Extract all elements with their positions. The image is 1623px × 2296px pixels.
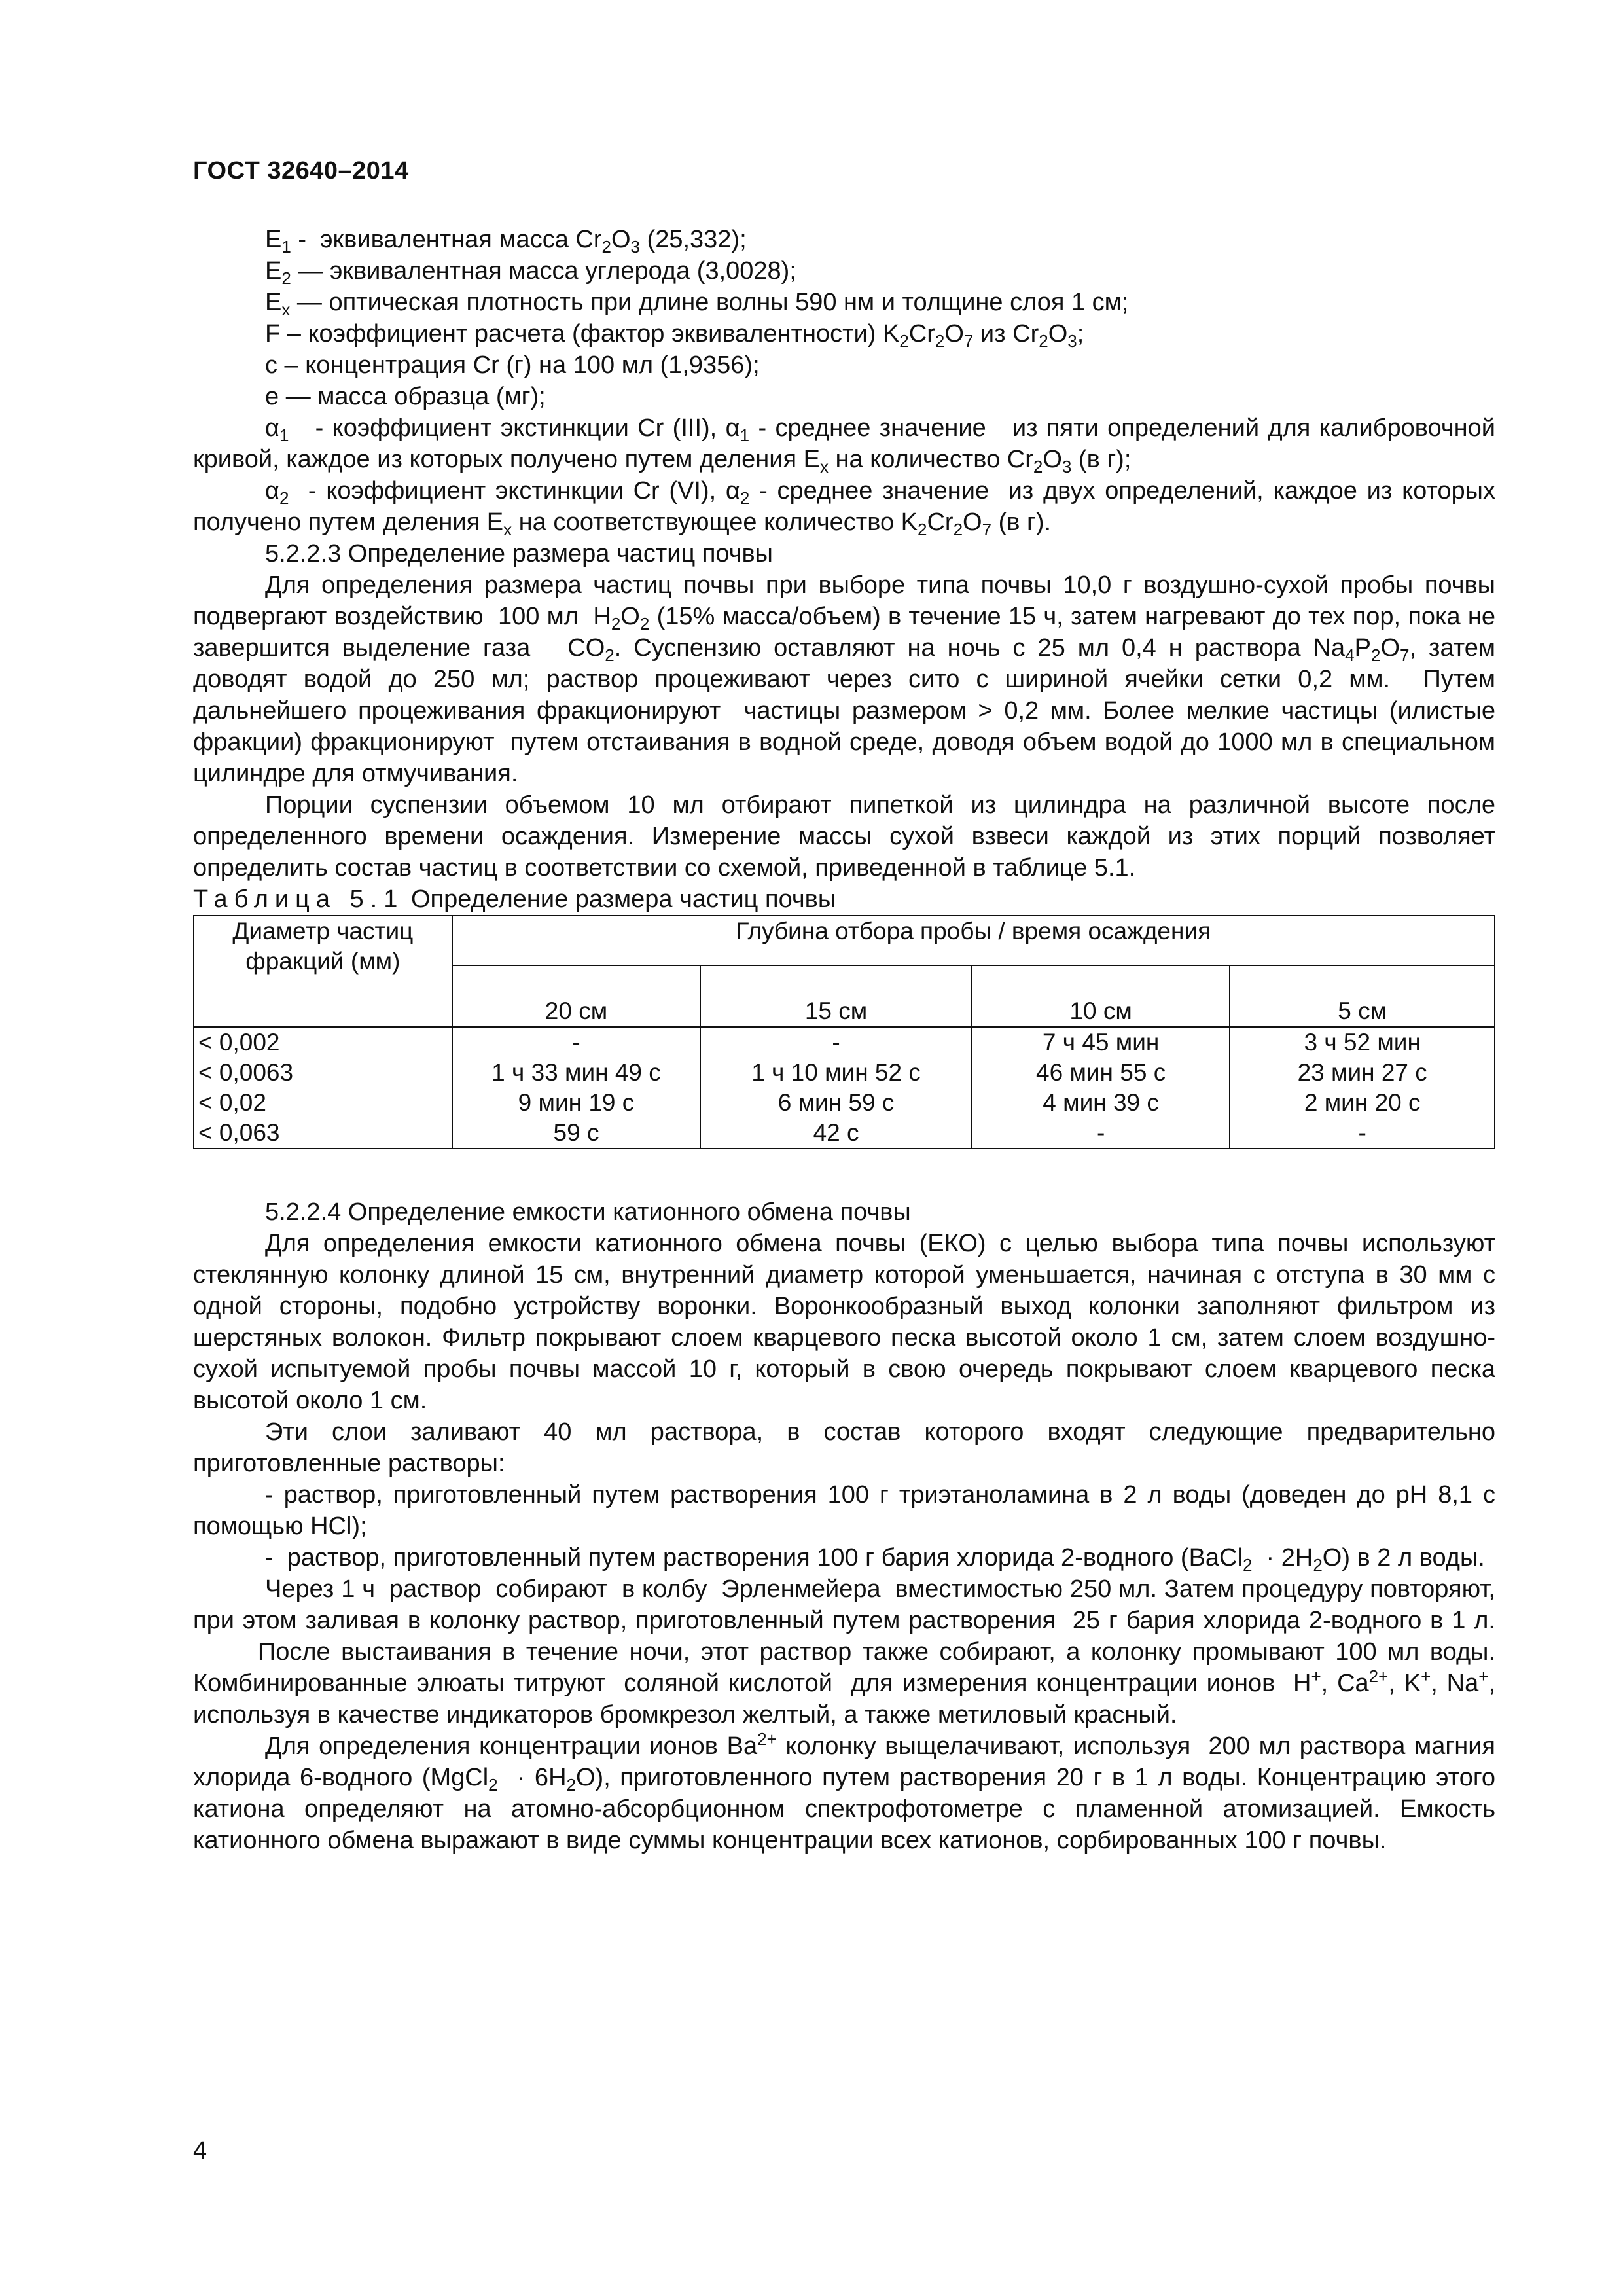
table-cell: < 0,063 (194, 1118, 452, 1149)
table-cell: 9 мин 19 с (452, 1088, 701, 1118)
section-5224-paragraph-6: Для определения концентрации ионов $Ba^{2+}$ колонку выщелачивают, используя 200 мл раствора магния хлорида 6-водного (MgCl$_2$ · $6H_2O$), приготовленного путем растворения 20 г в 1 л воды. Концентрацию этого катиона определяют на атомно-абсорбционном спектрофотометре с пламенной атомизацией. Емкость катионного обмена выражают в виде суммы концентрации всех катионов, сорбированных 100 г почвы. (193, 1729, 1495, 1854)
definition-f: F – коэффициент расчета (фактор эквивалентности) $K_2Cr_2O_7$ из $Cr_2O_3$; (265, 320, 1084, 351)
table-cell: 46 мин 55 с (972, 1058, 1230, 1088)
page-number: 4 (193, 2137, 207, 2164)
section-5224-paragraph-1: Для определения емкости катионного обмена почвы (ЕКО) с целью выбора типа почвы используют стеклянную колонку длиной 15 см, внутренний диаметр которой уменьшается, начиная с отступа в 30 мм с одной стороны, подобно устройству воронки. Воронкообразный выход колонки заполняют фильтром из шерстяных волокон. Фильтр покрывают слоем кварцевого песка высотой около 1 см, затем слоем воздушно-сухой испытуемой пробы почвы массой 10 г, который в свою очередь покрывают слоем кварцевого песка высотой около 1 см. (193, 1230, 1495, 1414)
table-5-1-label: Таблица 5.1 (193, 886, 404, 913)
table-cell: 7 ч 45 мин (972, 1027, 1230, 1058)
definition-ex: $E_x$ — оптическая плотность при длине волны 590 нм и толщине слоя 1 см; (265, 289, 1129, 319)
column-header-depth: 10 см (972, 965, 1230, 1027)
table-cell: 3 ч 52 мин (1230, 1027, 1495, 1058)
table-cell: - (1230, 1118, 1495, 1149)
table-5-1-title: Определение размера частиц почвы (410, 886, 836, 913)
section-5224-paragraph-4: - раствор, приготовленный путем растворения 100 г бария хлорида 2-водного (BaCl$_2$ · $2H_2O$) в 2 л воды. (265, 1544, 1485, 1575)
table-cell: 59 с (452, 1118, 701, 1149)
table-cell: 23 мин 27 с (1230, 1058, 1495, 1088)
table-cell: 1 ч 10 мин 52 с (700, 1058, 972, 1088)
table-5-1 (193, 915, 1495, 1149)
section-5223-paragraph-2: Порции суспензии объемом 10 мл отбирают пипеткой из цилиндра на различной высоте после определенного времени осаждения. Измерение массы сухой взвеси каждой из этих порций позволяет определить состав частиц в соответствии со схемой, приведенной в таблице 5.1. (193, 791, 1495, 882)
section-5223-paragraph-1: Для определения размера частиц почвы при выборе типа почвы 10,0 г воздушно-сухой пробы почвы подвергают воздействию 100 мл $H_2O_2$ (15% масса/объем) в течение 15 ч, затем нагревают до тех пор, пока не завершится выделение газа $CO_2$. Суспензию оставляют на ночь с 25 мл 0,4 н раствора $Na_4P_2O_7$, затем доводят водой до 250 мл; раствор процеживают через сито с шириной ячейки сетки 0,2 мм. Путем дальнейшего процеживания фракционируют частицы размером > 0,2 мм. Более мелкие частицы (илистые фракции) фракционируют путем отстаивания в водной среде, доводя объем водой до 1000 мл в специальном цилиндре для отмучивания. (193, 571, 1495, 787)
definition-alpha1: $\alpha_1$ - коэффициент экстинкции Cr (III), $\alpha_1$ - среднее значение из пяти определений для калибровочной кривой, каждое из которых получено путем деления $E_x$ на количество $Cr_2O_3$ (в г); (193, 414, 1496, 476)
table-cell: - (700, 1027, 972, 1058)
table-cell: - (972, 1118, 1230, 1149)
table-row (194, 1027, 1495, 1058)
table-cell: - (452, 1027, 701, 1058)
table-cell: 2 мин 20 с (1230, 1088, 1495, 1118)
definition-alpha2: $\alpha_2$ - коэффициент экстинкции Cr (VI), $\alpha_2$ - среднее значение из двух определений, каждое из которых получено путем деления $E_x$ на соответствующее количество $K_2Cr_2O_7$ (в г). (193, 477, 1495, 539)
section-5224-heading: 5.2.2.4 Определение емкости катионного обмена почвы (265, 1198, 911, 1226)
column-header-diameter: Диаметр частиц фракций (мм) (194, 916, 452, 1027)
page-content (193, 224, 1495, 1856)
section-5223-heading: 5.2.2.3 Определение размера частиц почвы (265, 540, 773, 567)
table-cell: < 0,02 (194, 1088, 452, 1118)
column-header-depth: 20 см (452, 965, 701, 1027)
table-cell: 6 мин 59 с (700, 1088, 972, 1118)
table-cell: 1 ч 33 мин 49 с (452, 1058, 701, 1088)
section-5224-paragraph-5: Через 1 ч раствор собирают в колбу Эрленмейера вместимостью 250 мл. Затем процедуру повторяют, при этом заливая в колонку раствор, приготовленный путем растворения 25 г бария хлорида 2-водного в 1 л. После выстаивания в течение ночи, этот раствор также собирают, а колонку промывают 100 мл воды. Комбинированные элюаты титруют соляной кислотой для измерения концентрации ионов H+, $Ca^{2+}$, K+, Na+, используя в качестве индикаторов бромкрезол желтый, а также метиловый красный. (193, 1575, 1496, 1729)
definition-e1: $E_1$ - эквивалентная масса $Cr_2O_3$ (25,332); (265, 226, 747, 257)
table-5-1-caption (193, 884, 1495, 915)
column-header-depth: 15 см (700, 965, 972, 1027)
definition-e2: $E_2$ — эквивалентная масса углерода (3,0028); (265, 257, 796, 288)
table-cell: 42 с (700, 1118, 972, 1149)
document-code-header: ГОСТ 32640–2014 (193, 157, 409, 185)
table-cell: < 0,002 (194, 1027, 452, 1058)
definition-c: c – концентрация Cr (г) на 100 мл (1,9356); (265, 351, 760, 379)
table-row (194, 1058, 1495, 1088)
definition-e: e — масса образца (мг); (265, 383, 546, 410)
table-cell: 4 мин 39 с (972, 1088, 1230, 1118)
table-row (194, 1088, 1495, 1118)
table-row (194, 1118, 1495, 1149)
table-cell: < 0,0063 (194, 1058, 452, 1088)
column-group-header: Глубина отбора пробы / время осаждения (452, 916, 1495, 965)
section-5224-paragraph-3: - раствор, приготовленный путем растворения 100 г триэтаноламина в 2 л воды (доведен до pH 8,1 с помощью HCl); (193, 1481, 1495, 1540)
column-header-depth: 5 см (1230, 965, 1495, 1027)
section-5224-paragraph-2: Эти слои заливают 40 мл раствора, в состав которого входят следующие предварительно приготовленные растворы: (193, 1418, 1495, 1477)
